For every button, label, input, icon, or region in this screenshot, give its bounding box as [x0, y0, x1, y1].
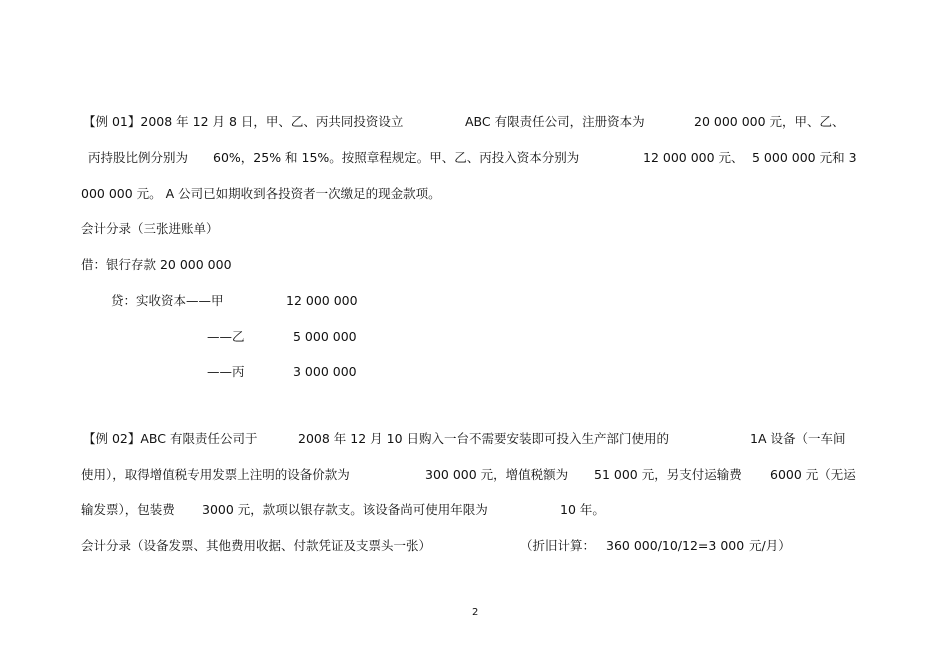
- example2-line2-vat: 51 000 元，另支付运输费: [594, 467, 742, 482]
- example1-line1-company: ABC 有限责任公司，注册资本为: [465, 114, 645, 129]
- example1-line2-amount-jia: 12 000 000 元、: [643, 150, 744, 165]
- example1-credit-yi-amount: 5 000 000: [293, 329, 357, 344]
- example1-line1-text: 【例 01】2008 年 12 月 8 日，甲、乙、丙共同投资设立: [83, 114, 404, 129]
- example2-line3-packing: 3000 元，款项以银存款支。该设备尚可使用年限为: [202, 502, 488, 517]
- example1-line2-text: 丙持股比例分别为: [88, 150, 189, 165]
- example2-depreciation-formula: 360 000/10/12=3 000: [606, 538, 745, 553]
- example2-line3-years: 10 年。: [560, 502, 605, 517]
- example1-credit-bing-label: ——丙: [207, 364, 245, 379]
- example2-entry-title: 会计分录（设备发票、其他费用收据、付款凭证及支票头一张）: [81, 538, 432, 553]
- example2-line2-text: 使用），取得增值税专用发票上注明的设备价款为: [81, 467, 350, 482]
- example1-credit-yi-label: ——乙: [207, 329, 245, 344]
- example2-line3-text: 输发票），包装费: [81, 502, 175, 517]
- example2-line1-text: 【例 02】ABC 有限责任公司于: [83, 431, 258, 446]
- example2-line2-freight: 6000 元（无运: [770, 467, 856, 482]
- example1-entry-title: 会计分录（三张进账单）: [81, 221, 219, 236]
- example1-line2-ratios: 60%，25% 和 15%。按照章程规定。甲、乙、丙投入资本分别为: [213, 150, 580, 165]
- example1-credit-jia-label: 贷：实收资本——甲: [111, 293, 224, 308]
- example1-line2-amount-yi: 5 000 000 元和 3: [752, 150, 857, 165]
- example1-line3-text: 000 000 元。 A 公司已如期收到各投资者一次缴足的现金款项。: [81, 186, 441, 201]
- example2-depreciation-unit: 元/月）: [749, 538, 791, 553]
- example2-line1-equipment: 1A 设备（一车间: [750, 431, 846, 446]
- example1-credit-jia-amount: 12 000 000: [286, 293, 358, 308]
- example1-credit-bing-amount: 3 000 000: [293, 364, 357, 379]
- page-number: 2: [472, 607, 479, 618]
- example1-debit-line: 借：银行存款 20 000 000: [81, 257, 232, 272]
- example2-line2-price: 300 000 元，增值税额为: [425, 467, 569, 482]
- example1-line1-capital: 20 000 000 元，甲、乙、: [694, 114, 845, 129]
- example2-depreciation-label: （折旧计算：: [520, 538, 596, 553]
- example2-line1-date: 2008 年 12 月 10 日购入一台不需要安装即可投入生产部门使用的: [298, 431, 669, 446]
